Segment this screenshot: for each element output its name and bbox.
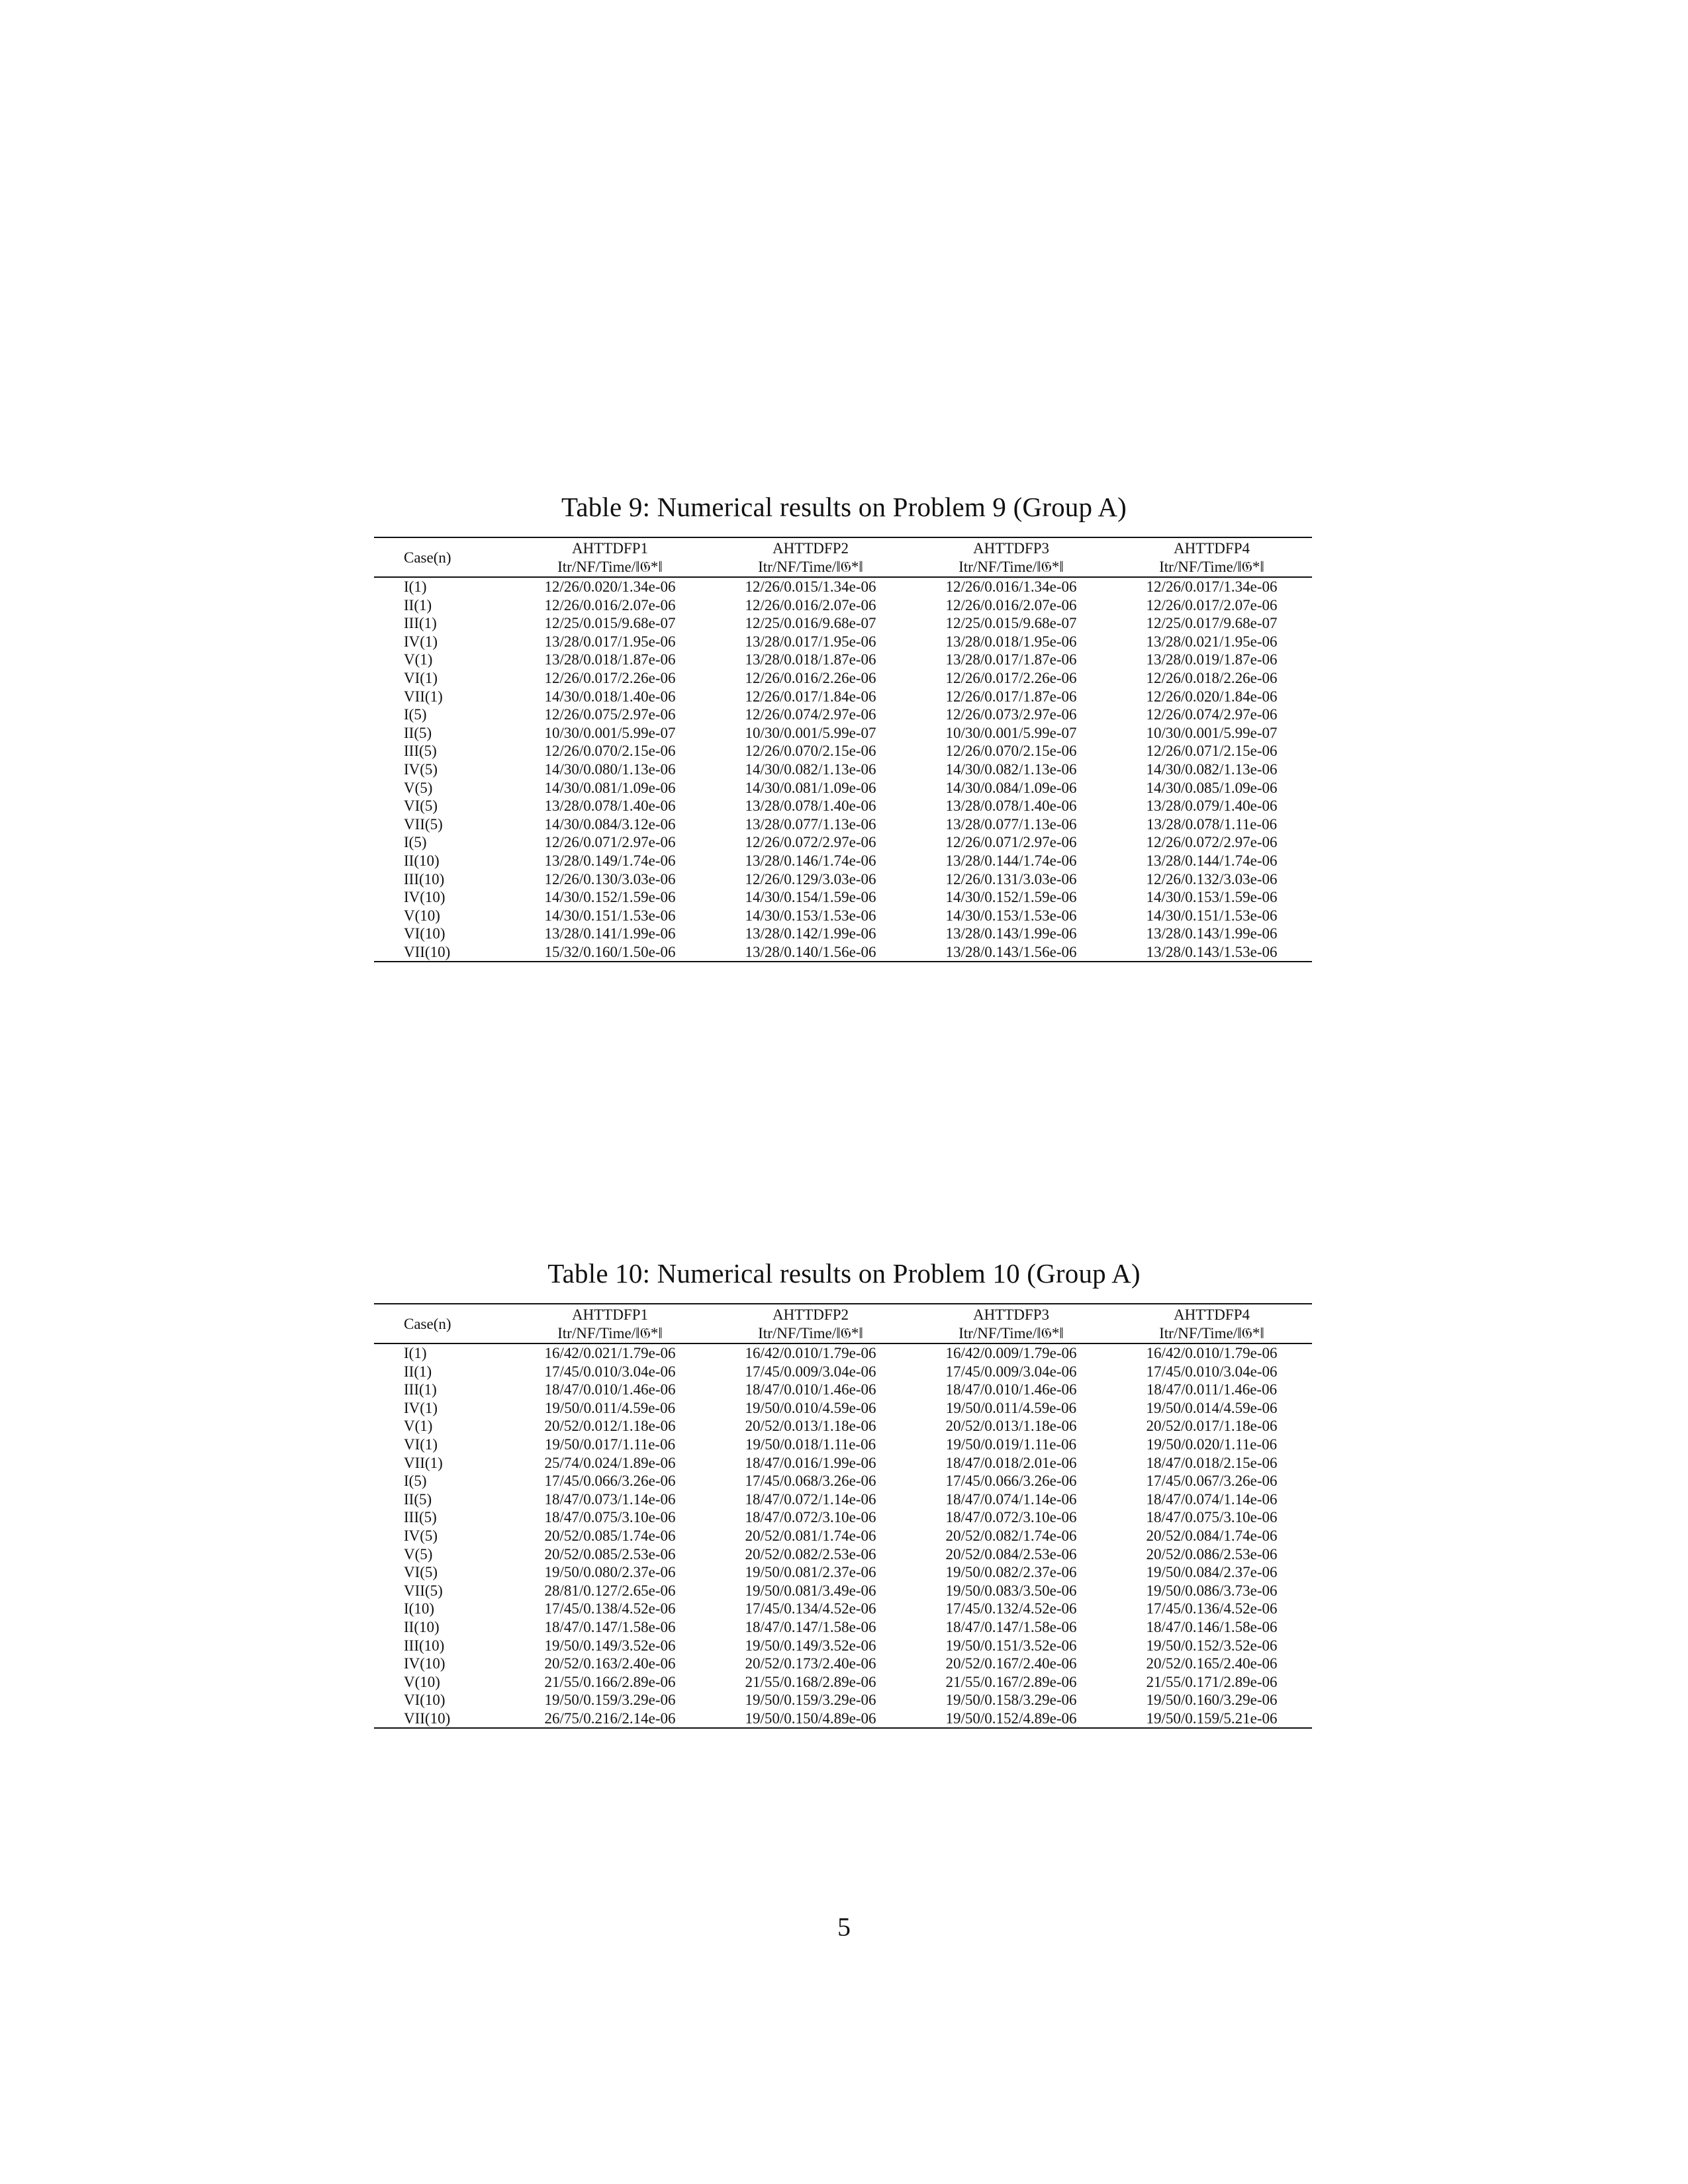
- case-label: V(5): [404, 779, 433, 796]
- result-cell: 18/47/0.147/1.58e-06: [544, 1618, 676, 1635]
- result-cell: 20/52/0.084/1.74e-06: [1146, 1527, 1278, 1544]
- result-cell: 14/30/0.153/1.53e-06: [745, 907, 876, 924]
- result-cell: 18/47/0.072/3.10e-06: [745, 1509, 876, 1526]
- result-cell: 19/50/0.011/4.59e-06: [544, 1399, 676, 1416]
- result-cell: 14/30/0.085/1.09e-06: [1146, 779, 1278, 796]
- result-cell: 21/55/0.168/2.89e-06: [745, 1673, 876, 1690]
- result-cell: 12/26/0.016/2.07e-06: [945, 596, 1077, 614]
- result-cell: 14/30/0.082/1.13e-06: [745, 760, 876, 778]
- result-cell: 12/26/0.071/2.15e-06: [1146, 743, 1278, 760]
- result-cell: 13/28/0.018/1.87e-06: [745, 651, 876, 668]
- method-header: AHTTDFP1: [510, 537, 710, 558]
- result-cell: 14/30/0.151/1.53e-06: [544, 907, 676, 924]
- result-cell: 12/26/0.016/2.26e-06: [745, 669, 876, 686]
- case-label: VII(1): [404, 688, 443, 705]
- case-label: V(5): [404, 1545, 433, 1563]
- result-cell: 12/26/0.075/2.97e-06: [544, 706, 676, 723]
- result-cell: 14/30/0.081/1.09e-06: [544, 779, 676, 796]
- result-cell: 21/55/0.167/2.89e-06: [945, 1673, 1077, 1690]
- result-cell: 13/28/0.143/1.99e-06: [1146, 925, 1278, 942]
- table-row: [374, 577, 1312, 596]
- result-cell: 12/26/0.131/3.03e-06: [945, 870, 1077, 887]
- table-10-body: [374, 1343, 1312, 1728]
- case-label: IV(10): [404, 889, 445, 906]
- table-row: [374, 1709, 1312, 1729]
- result-cell: 13/28/0.078/1.11e-06: [1146, 815, 1278, 833]
- result-cell: 12/26/0.074/2.97e-06: [1146, 706, 1278, 723]
- result-cell: 18/47/0.147/1.58e-06: [745, 1618, 876, 1635]
- case-label: VI(10): [404, 925, 445, 942]
- result-cell: 19/50/0.011/4.59e-06: [945, 1399, 1077, 1416]
- result-cell: 19/50/0.084/2.37e-06: [1146, 1564, 1278, 1581]
- table-row: [374, 1399, 1312, 1418]
- result-cell: 14/30/0.084/3.12e-06: [544, 815, 676, 833]
- result-cell: 13/28/0.144/1.74e-06: [1146, 852, 1278, 869]
- result-cell: 19/50/0.082/2.37e-06: [945, 1564, 1077, 1581]
- result-cell: 12/26/0.017/2.26e-06: [945, 669, 1077, 686]
- case-label: III(10): [404, 870, 445, 887]
- result-cell: 18/47/0.147/1.58e-06: [945, 1618, 1077, 1635]
- table-row: [374, 1637, 1312, 1655]
- result-cell: 18/47/0.011/1.46e-06: [1146, 1381, 1278, 1398]
- metric-subheader: Itr/NF/Time/‖𝔊*‖: [510, 558, 710, 577]
- result-cell: 13/28/0.018/1.87e-06: [544, 651, 676, 668]
- result-cell: 13/28/0.077/1.13e-06: [745, 815, 876, 833]
- result-cell: 10/30/0.001/5.99e-07: [945, 724, 1077, 741]
- result-cell: 20/52/0.013/1.18e-06: [945, 1418, 1077, 1435]
- result-cell: 20/52/0.085/1.74e-06: [544, 1527, 676, 1544]
- result-cell: 13/28/0.018/1.95e-06: [945, 633, 1077, 650]
- case-label: I(5): [404, 834, 427, 851]
- result-cell: 18/47/0.010/1.46e-06: [945, 1381, 1077, 1398]
- table-row: [374, 797, 1312, 815]
- table-row: [374, 1508, 1312, 1527]
- result-cell: 17/45/0.066/3.26e-06: [544, 1473, 676, 1490]
- result-cell: 19/50/0.152/4.89e-06: [911, 1709, 1111, 1729]
- table-row: [374, 833, 1312, 852]
- result-cell: 19/50/0.149/3.52e-06: [745, 1637, 876, 1654]
- metric-subheader: Itr/NF/Time/‖𝔊*‖: [1111, 1324, 1312, 1343]
- method-header: AHTTDFP2: [710, 1304, 911, 1324]
- table-row: [374, 705, 1312, 724]
- result-cell: 12/26/0.071/2.97e-06: [544, 834, 676, 851]
- result-cell: 13/28/0.146/1.74e-06: [745, 852, 876, 869]
- case-label: VI(5): [404, 797, 438, 815]
- result-cell: 17/45/0.010/3.04e-06: [544, 1363, 676, 1380]
- case-label: V(1): [404, 651, 433, 668]
- result-cell: 19/50/0.020/1.11e-06: [1146, 1435, 1278, 1453]
- result-cell: 19/50/0.158/3.29e-06: [945, 1692, 1077, 1709]
- result-cell: 13/28/0.017/1.87e-06: [945, 651, 1077, 668]
- result-cell: 12/26/0.017/1.84e-06: [745, 688, 876, 705]
- result-cell: 13/28/0.079/1.40e-06: [1146, 797, 1278, 815]
- result-cell: 14/30/0.153/1.59e-06: [1146, 889, 1278, 906]
- result-cell: 13/28/0.142/1.99e-06: [745, 925, 876, 942]
- result-cell: 18/47/0.074/1.14e-06: [945, 1490, 1077, 1508]
- result-cell: 13/28/0.078/1.40e-06: [544, 797, 676, 815]
- case-label: II(10): [404, 852, 440, 869]
- case-label: II(10): [404, 1618, 440, 1635]
- result-cell: 12/26/0.071/2.97e-06: [945, 834, 1077, 851]
- result-cell: 18/47/0.074/1.14e-06: [1146, 1490, 1278, 1508]
- method-header: AHTTDFP3: [911, 537, 1111, 558]
- result-cell: 19/50/0.152/3.52e-06: [1146, 1637, 1278, 1654]
- table-9: [374, 537, 1312, 962]
- case-label: VII(10): [374, 943, 510, 962]
- result-cell: 16/42/0.010/1.79e-06: [745, 1345, 876, 1361]
- case-label: I(1): [404, 578, 427, 595]
- case-label: VII(1): [404, 1454, 443, 1471]
- case-label: I(10): [404, 1600, 434, 1617]
- result-cell: 18/47/0.073/1.14e-06: [544, 1490, 676, 1508]
- result-cell: 13/28/0.019/1.87e-06: [1146, 651, 1278, 668]
- case-label: IV(10): [404, 1655, 445, 1672]
- table-row: [374, 852, 1312, 870]
- result-cell: 19/50/0.086/3.73e-06: [1146, 1582, 1278, 1599]
- result-cell: 13/28/0.078/1.40e-06: [945, 797, 1077, 815]
- result-cell: 17/45/0.068/3.26e-06: [745, 1473, 876, 1490]
- case-label: IV(1): [404, 633, 438, 650]
- method-header: AHTTDFP4: [1111, 537, 1312, 558]
- result-cell: 12/26/0.017/2.26e-06: [544, 669, 676, 686]
- result-cell: 14/30/0.152/1.59e-06: [945, 889, 1077, 906]
- result-cell: 12/26/0.070/2.15e-06: [945, 743, 1077, 760]
- result-cell: 18/47/0.010/1.46e-06: [544, 1381, 676, 1398]
- table-row: [374, 596, 1312, 615]
- result-cell: 19/50/0.080/2.37e-06: [544, 1564, 676, 1581]
- result-cell: 12/26/0.016/2.07e-06: [544, 596, 676, 614]
- result-cell: 13/28/0.078/1.40e-06: [745, 797, 876, 815]
- table-row: [374, 669, 1312, 688]
- result-cell: 20/52/0.081/1.74e-06: [745, 1527, 876, 1544]
- result-cell: 13/28/0.143/1.99e-06: [945, 925, 1077, 942]
- case-label: II(5): [404, 1490, 432, 1508]
- case-label: III(5): [404, 1509, 437, 1526]
- case-label: III(5): [404, 743, 437, 760]
- result-cell: 12/25/0.015/9.68e-07: [544, 615, 676, 632]
- result-cell: 19/50/0.160/3.29e-06: [1146, 1692, 1278, 1709]
- result-cell: 20/52/0.013/1.18e-06: [745, 1418, 876, 1435]
- result-cell: 18/47/0.146/1.58e-06: [1146, 1618, 1278, 1635]
- table-row: [374, 1673, 1312, 1692]
- result-cell: 20/52/0.165/2.40e-06: [1146, 1655, 1278, 1672]
- table-9-caption: Table 9: Numerical results on Problem 9 (Group A): [561, 492, 1127, 522]
- result-cell: 20/52/0.086/2.53e-06: [1146, 1545, 1278, 1563]
- result-cell: 19/50/0.159/3.29e-06: [544, 1692, 676, 1709]
- result-cell: 14/30/0.018/1.40e-06: [544, 688, 676, 705]
- case-label: II(5): [404, 724, 432, 741]
- case-label: II(1): [404, 596, 432, 614]
- result-cell: 19/50/0.083/3.50e-06: [945, 1582, 1077, 1599]
- result-cell: 14/30/0.082/1.13e-06: [1146, 760, 1278, 778]
- table-9-body: [374, 577, 1312, 962]
- method-header: AHTTDFP1: [510, 1304, 710, 1324]
- result-cell: 19/50/0.150/4.89e-06: [710, 1709, 911, 1729]
- table-row: [374, 943, 1312, 962]
- result-cell: 19/50/0.081/3.49e-06: [745, 1582, 876, 1599]
- table-row: [374, 724, 1312, 743]
- table-row: [374, 651, 1312, 669]
- metric-subheader: Itr/NF/Time/‖𝔊*‖: [510, 1324, 710, 1343]
- result-cell: 14/30/0.081/1.09e-06: [745, 779, 876, 796]
- table-row: [374, 1691, 1312, 1709]
- table-row: [374, 1655, 1312, 1673]
- case-label: VII(5): [404, 1582, 443, 1599]
- table-row: [374, 1435, 1312, 1454]
- table-row: [374, 815, 1312, 834]
- result-cell: 13/28/0.140/1.56e-06: [710, 943, 911, 962]
- method-header: AHTTDFP2: [710, 537, 911, 558]
- result-cell: 12/26/0.018/2.26e-06: [1146, 669, 1278, 686]
- result-cell: 13/28/0.144/1.74e-06: [945, 852, 1077, 869]
- result-cell: 20/52/0.085/2.53e-06: [544, 1545, 676, 1563]
- result-cell: 12/26/0.130/3.03e-06: [544, 870, 676, 887]
- result-cell: 12/26/0.017/1.87e-06: [945, 688, 1077, 705]
- table-row: [374, 1563, 1312, 1582]
- result-cell: 12/26/0.016/2.07e-06: [745, 596, 876, 614]
- result-cell: 12/26/0.015/1.34e-06: [745, 578, 876, 595]
- result-cell: 14/30/0.152/1.59e-06: [544, 889, 676, 906]
- case-label: IV(1): [404, 1399, 438, 1416]
- case-column-header: Case(n): [374, 1304, 510, 1343]
- case-label: VI(5): [404, 1564, 438, 1581]
- result-cell: 12/26/0.016/1.34e-06: [945, 578, 1077, 595]
- result-cell: 10/30/0.001/5.99e-07: [1146, 724, 1278, 741]
- result-cell: 25/74/0.024/1.89e-06: [544, 1454, 676, 1471]
- table-row: [374, 1454, 1312, 1473]
- table-row: [374, 1527, 1312, 1545]
- result-cell: 12/26/0.017/1.34e-06: [1146, 578, 1278, 595]
- result-cell: 14/30/0.154/1.59e-06: [745, 889, 876, 906]
- result-cell: 17/45/0.136/4.52e-06: [1146, 1600, 1278, 1617]
- result-cell: 14/30/0.151/1.53e-06: [1146, 907, 1278, 924]
- result-cell: 12/25/0.017/9.68e-07: [1146, 615, 1278, 632]
- case-label: V(10): [404, 907, 440, 924]
- result-cell: 18/47/0.075/3.10e-06: [1146, 1509, 1278, 1526]
- table-row: [374, 870, 1312, 889]
- case-column-header: Case(n): [374, 537, 510, 577]
- result-cell: 18/47/0.072/3.10e-06: [945, 1509, 1077, 1526]
- table-row: [374, 633, 1312, 651]
- result-cell: 19/50/0.014/4.59e-06: [1146, 1399, 1278, 1416]
- result-cell: 20/52/0.017/1.18e-06: [1146, 1418, 1278, 1435]
- result-cell: 13/28/0.021/1.95e-06: [1146, 633, 1278, 650]
- result-cell: 20/52/0.082/2.53e-06: [745, 1545, 876, 1563]
- case-label: VI(10): [404, 1692, 445, 1709]
- result-cell: 12/26/0.072/2.97e-06: [1146, 834, 1278, 851]
- case-label: III(10): [404, 1637, 445, 1654]
- result-cell: 13/28/0.143/1.56e-06: [911, 943, 1111, 962]
- case-label: III(1): [404, 1381, 437, 1398]
- table-10-caption: Table 10: Numerical results on Problem 10 (Group A): [547, 1258, 1141, 1289]
- case-label: III(1): [404, 615, 437, 632]
- result-cell: 16/42/0.009/1.79e-06: [945, 1345, 1077, 1361]
- result-cell: 12/26/0.073/2.97e-06: [945, 706, 1077, 723]
- result-cell: 20/52/0.167/2.40e-06: [945, 1655, 1077, 1672]
- result-cell: 19/50/0.159/5.21e-06: [1111, 1709, 1312, 1729]
- result-cell: 18/47/0.016/1.99e-06: [745, 1454, 876, 1471]
- result-cell: 14/30/0.082/1.13e-06: [945, 760, 1077, 778]
- result-cell: 20/52/0.163/2.40e-06: [544, 1655, 676, 1672]
- result-cell: 19/50/0.159/3.29e-06: [745, 1692, 876, 1709]
- metric-subheader: Itr/NF/Time/‖𝔊*‖: [1111, 558, 1312, 577]
- result-cell: 13/28/0.149/1.74e-06: [544, 852, 676, 869]
- table-row: [374, 1490, 1312, 1509]
- case-label: VII(10): [374, 1709, 510, 1729]
- table-row: [374, 1472, 1312, 1490]
- result-cell: 15/32/0.160/1.50e-06: [510, 943, 710, 962]
- table-row: [374, 1582, 1312, 1600]
- result-cell: 17/45/0.010/3.04e-06: [1146, 1363, 1278, 1380]
- result-cell: 17/45/0.066/3.26e-06: [945, 1473, 1077, 1490]
- metric-subheader: Itr/NF/Time/‖𝔊*‖: [911, 1324, 1111, 1343]
- result-cell: 19/50/0.081/2.37e-06: [745, 1564, 876, 1581]
- result-cell: 17/45/0.009/3.04e-06: [745, 1363, 876, 1380]
- case-label: II(1): [404, 1363, 432, 1380]
- table-row: [374, 779, 1312, 797]
- result-cell: 13/28/0.017/1.95e-06: [745, 633, 876, 650]
- table-row: [374, 1343, 1312, 1363]
- result-cell: 12/26/0.017/2.07e-06: [1146, 596, 1278, 614]
- result-cell: 20/52/0.012/1.18e-06: [544, 1418, 676, 1435]
- result-cell: 18/47/0.018/2.15e-06: [1146, 1454, 1278, 1471]
- case-label: VII(5): [404, 815, 443, 833]
- metric-subheader: Itr/NF/Time/‖𝔊*‖: [710, 558, 911, 577]
- result-cell: 12/26/0.020/1.34e-06: [544, 578, 676, 595]
- result-cell: 12/26/0.129/3.03e-06: [745, 870, 876, 887]
- result-cell: 13/28/0.077/1.13e-06: [945, 815, 1077, 833]
- table-row: [374, 888, 1312, 907]
- case-label: VI(1): [404, 1435, 438, 1453]
- case-label: I(5): [404, 706, 427, 723]
- table-row: [374, 1417, 1312, 1435]
- table-row: [374, 614, 1312, 633]
- metric-subheader: Itr/NF/Time/‖𝔊*‖: [710, 1324, 911, 1343]
- table-row: [374, 1618, 1312, 1637]
- result-cell: 12/26/0.072/2.97e-06: [745, 834, 876, 851]
- result-cell: 12/26/0.074/2.97e-06: [745, 706, 876, 723]
- page-number: 5: [837, 1912, 851, 1942]
- result-cell: 17/45/0.138/4.52e-06: [544, 1600, 676, 1617]
- result-cell: 12/26/0.070/2.15e-06: [745, 743, 876, 760]
- result-cell: 20/52/0.084/2.53e-06: [945, 1545, 1077, 1563]
- result-cell: 19/50/0.151/3.52e-06: [945, 1637, 1077, 1654]
- case-label: I(5): [404, 1473, 427, 1490]
- result-cell: 18/47/0.010/1.46e-06: [745, 1381, 876, 1398]
- result-cell: 10/30/0.001/5.99e-07: [745, 724, 876, 741]
- method-header: AHTTDFP3: [911, 1304, 1111, 1324]
- case-label: V(10): [404, 1673, 440, 1690]
- result-cell: 21/55/0.171/2.89e-06: [1146, 1673, 1278, 1690]
- result-cell: 19/50/0.149/3.52e-06: [544, 1637, 676, 1654]
- result-cell: 18/47/0.072/1.14e-06: [745, 1490, 876, 1508]
- table-row: [374, 742, 1312, 760]
- case-label: V(1): [404, 1418, 433, 1435]
- result-cell: 18/47/0.018/2.01e-06: [945, 1454, 1077, 1471]
- result-cell: 17/45/0.009/3.04e-06: [945, 1363, 1077, 1380]
- result-cell: 14/30/0.080/1.13e-06: [544, 760, 676, 778]
- result-cell: 17/45/0.067/3.26e-06: [1146, 1473, 1278, 1490]
- result-cell: 16/42/0.021/1.79e-06: [544, 1345, 676, 1361]
- result-cell: 19/50/0.018/1.11e-06: [745, 1435, 876, 1453]
- result-cell: 17/45/0.134/4.52e-06: [745, 1600, 876, 1617]
- result-cell: 12/26/0.070/2.15e-06: [544, 743, 676, 760]
- case-label: IV(5): [404, 1527, 438, 1544]
- method-header: AHTTDFP4: [1111, 1304, 1312, 1324]
- case-label: VI(1): [404, 669, 438, 686]
- result-cell: 28/81/0.127/2.65e-06: [544, 1582, 676, 1599]
- result-cell: 19/50/0.010/4.59e-06: [745, 1399, 876, 1416]
- result-cell: 12/25/0.015/9.68e-07: [945, 615, 1077, 632]
- table-row: [374, 925, 1312, 943]
- table-row: [374, 1381, 1312, 1399]
- result-cell: 12/25/0.016/9.68e-07: [745, 615, 876, 632]
- result-cell: 17/45/0.132/4.52e-06: [945, 1600, 1077, 1617]
- result-cell: 12/26/0.132/3.03e-06: [1146, 870, 1278, 887]
- case-label: IV(5): [404, 760, 438, 778]
- table-row: [374, 760, 1312, 779]
- result-cell: 21/55/0.166/2.89e-06: [544, 1673, 676, 1690]
- table-row: [374, 907, 1312, 925]
- table-row: [374, 1600, 1312, 1618]
- table-row: [374, 1545, 1312, 1564]
- table-10: [374, 1303, 1312, 1729]
- result-cell: 13/28/0.017/1.95e-06: [544, 633, 676, 650]
- result-cell: 13/28/0.143/1.53e-06: [1111, 943, 1312, 962]
- result-cell: 19/50/0.019/1.11e-06: [945, 1435, 1077, 1453]
- result-cell: 14/30/0.153/1.53e-06: [945, 907, 1077, 924]
- result-cell: 10/30/0.001/5.99e-07: [544, 724, 676, 741]
- table-row: [374, 1363, 1312, 1381]
- metric-subheader: Itr/NF/Time/‖𝔊*‖: [911, 558, 1111, 577]
- result-cell: 26/75/0.216/2.14e-06: [510, 1709, 710, 1729]
- result-cell: 14/30/0.084/1.09e-06: [945, 779, 1077, 796]
- result-cell: 16/42/0.010/1.79e-06: [1146, 1345, 1278, 1361]
- result-cell: 19/50/0.017/1.11e-06: [544, 1435, 676, 1453]
- result-cell: 18/47/0.075/3.10e-06: [544, 1509, 676, 1526]
- table-row: [374, 688, 1312, 706]
- case-label: I(1): [404, 1345, 427, 1361]
- result-cell: 12/26/0.020/1.84e-06: [1146, 688, 1278, 705]
- result-cell: 20/52/0.173/2.40e-06: [745, 1655, 876, 1672]
- result-cell: 13/28/0.141/1.99e-06: [544, 925, 676, 942]
- result-cell: 20/52/0.082/1.74e-06: [945, 1527, 1077, 1544]
